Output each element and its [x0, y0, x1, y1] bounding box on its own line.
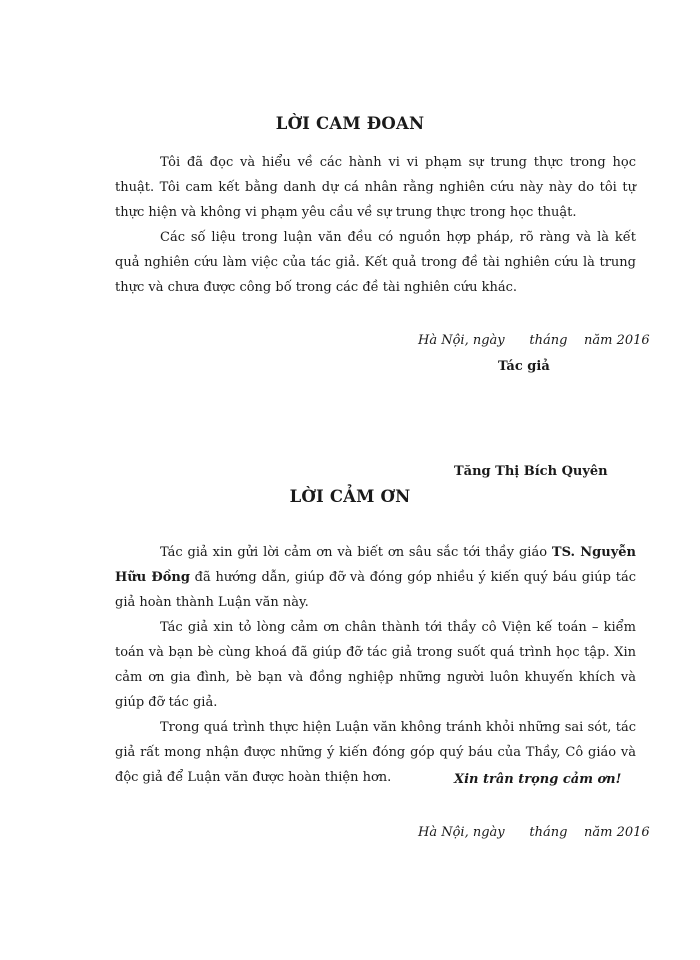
acknowledgement-body	[115, 540, 636, 790]
acknowledgement-date-line: Hà Nội, ngày tháng năm 2016	[418, 825, 650, 840]
ack-p1-text-before: Tác giả xin gửi lời cảm ơn và biết ơn sâu sắc tới thầy giáo	[160, 545, 552, 560]
advisor-name: TS. Nguyễn Hữu Đồng	[115, 545, 636, 585]
declaration-author-label: Tác giả	[498, 359, 550, 374]
acknowledgement-paragraph-3: Trong quá trình thực hiện Luận văn không tránh khỏi những sai sót, tác giả rất mong nhận được những ý kiến đóng góp quý báu của Thầy, Cô giáo và độc giả để Luận văn được hoàn thiện hơn.	[115, 720, 636, 785]
acknowledgement-paragraph-2: Tác giả xin tỏ lòng cảm ơn chân thành tới thầy cô Viện kế toán – kiểm toán và bạn bè cùng khoá đã giúp đỡ tác giả trong suốt quá trình học tập. Xin cảm ơn gia đình, bè bạn và đồng nghiệp những người luôn khuyến khích và giúp đỡ tác giả.	[115, 620, 636, 710]
declaration-paragraph-2: Các số liệu trong luận văn đều có nguồn hợp pháp, rõ ràng và là kết quả nghiên cứu làm việc của tác giả. Kết quả trong đề tài nghiên cứu là trung thực và chưa được công bố trong các đề tài nghiên cứu khác.	[115, 230, 636, 295]
declaration-title: LỜI CAM ĐOAN	[275, 114, 425, 133]
declaration-body	[115, 150, 636, 300]
ack-p1-text-after: đã hướng dẫn, giúp đỡ và đóng góp nhiều ý kiến quý báu giúp tác giả hoàn thành Luận văn này.	[115, 570, 636, 610]
acknowledgement-title: LỜI CẢM ƠN	[289, 487, 411, 506]
acknowledgement-paragraph-1	[115, 540, 636, 615]
declaration-date-line: Hà Nội, ngày tháng năm 2016	[418, 333, 650, 348]
acknowledgement-closing: Xin trân trọng cảm ơn!	[454, 772, 622, 787]
declaration-paragraph-1: Tôi đã đọc và hiểu về các hành vi vi phạm sự trung thực trong học thuật. Tôi cam kết bằng danh dự cá nhân rằng nghiên cứu này này do tôi tự thực hiện và không vi phạm yêu cầu về sự trung thực trong học thuật.	[115, 155, 636, 220]
declaration-author-name: Tăng Thị Bích Quyên	[454, 464, 608, 479]
